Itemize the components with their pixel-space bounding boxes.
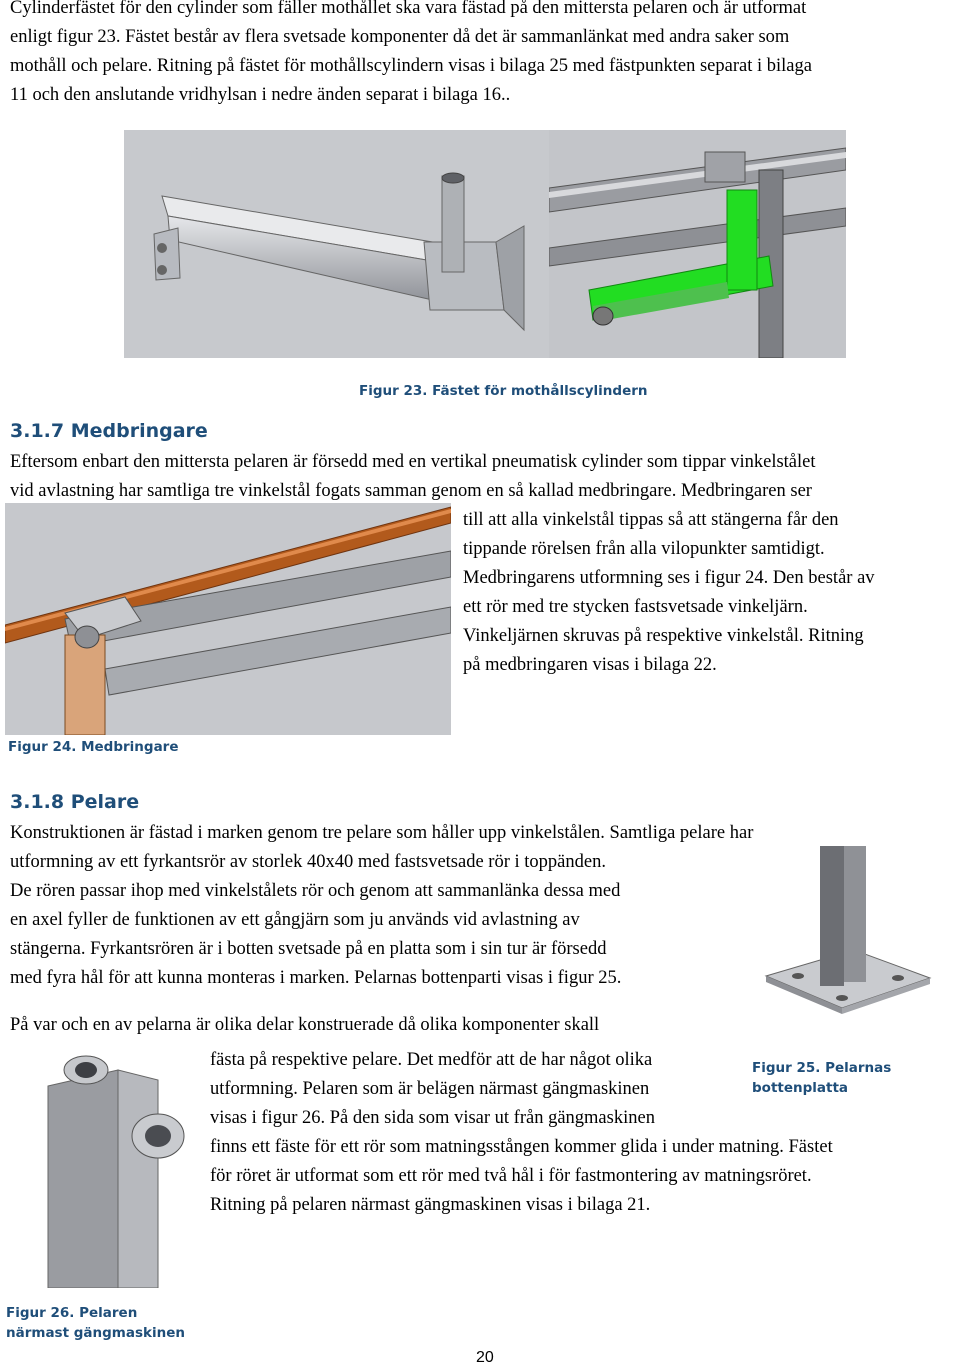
section-3-1-8-fig26-text <box>210 1046 950 1220</box>
intro-line: enligt figur 23. Fästet består av flera svetsade komponenter då det är sammanlänkat med andra saker som <box>10 27 790 47</box>
body-line: fästa på respektive pelare. Det medför att de har något olika <box>210 1050 653 1070</box>
page-number: 20 <box>476 1349 494 1366</box>
body-line: visas i figur 26. På den sida som visar ut från gängmaskinen <box>210 1108 655 1128</box>
body-line: stängerna. Fyrkantsrören är i botten svetsade på en platta som i sin tur är försedd <box>10 939 607 959</box>
body-line: till att alla vinkelstål tippas så att stängerna får den <box>463 510 839 530</box>
body-line: tippande rörelsen från alla vilopunkter samtidigt. <box>463 539 825 559</box>
figure-24-image <box>5 503 451 735</box>
body-line: vid avlastning har samtliga tre vinkelstål fogats samman genom en så kallad medbringare. Medbringaren ser <box>10 481 812 501</box>
body-line: med fyra hål för att kunna monteras i marken. Pelarnas bottenparti visas i figur 25. <box>10 968 622 988</box>
figure-24-caption: Figur 24. Medbringare <box>8 739 179 755</box>
figure-26-caption <box>6 1303 185 1343</box>
body-line: för röret är utformat som ett rör med två hål i för fastmontering av matningsröret. <box>210 1166 812 1186</box>
section-3-1-7-intro-text <box>10 448 955 506</box>
body-line: ett rör med tre stycken fastsvetsade vinkeljärn. <box>463 597 808 617</box>
figure-25-image <box>762 846 932 1040</box>
intro-paragraph <box>10 0 955 110</box>
figure-26-image <box>8 1040 196 1288</box>
body-line: Eftersom enbart den mittersta pelaren är försedd med en vertikal pneumatisk cylinder som tippar vinkelstålet <box>10 452 816 472</box>
figure-25-caption-line: Figur 25. Pelarnas <box>752 1060 892 1076</box>
figure-26-caption-line: närmast gängmaskinen <box>6 1325 185 1341</box>
body-line: Vinkeljärnen skruvas på respektive vinkelstål. Ritning <box>463 626 864 646</box>
body-line: De rören passar ihop med vinkelstålets rör och genom att sammanlänka dessa med <box>10 881 621 901</box>
section-heading-3-1-8: 3.1.8 Pelare <box>10 791 140 813</box>
figure-26-caption-line: Figur 26. Pelaren <box>6 1305 138 1321</box>
intro-line: Cylinderfästet för den cylinder som fäller mothållet ska vara fästad på den mittersta pelaren och är utformat <box>10 0 807 18</box>
body-line: en axel fyller de funktionen av ett gångjärn som ju används vid avlastning av <box>10 910 580 930</box>
body-line: Ritning på pelaren närmast gängmaskinen visas i bilaga 21. <box>210 1195 651 1215</box>
body-line: finns ett fäste för ett rör som matningsstången kommer glida i under matning. Fästet <box>210 1137 833 1157</box>
body-line: Medbringarens utformning ses i figur 24. Den består av <box>463 568 875 588</box>
figure-25-caption-line: bottenplatta <box>752 1080 849 1096</box>
section-heading-3-1-7: 3.1.7 Medbringare <box>10 420 208 442</box>
figure-23-left-image <box>124 130 549 358</box>
body-line: Konstruktionen är fästad i marken genom tre pelare som håller upp vinkelstålen. Samtliga pelare har <box>10 823 754 843</box>
section-3-1-7-wrapped-text <box>463 506 953 680</box>
figure-23-right-image <box>549 130 846 358</box>
figure-23-caption: Figur 23. Fästet för mothållscylindern <box>359 383 648 399</box>
body-line: utformning av ett fyrkantsrör av storlek 40x40 med fastsvetsade rör i toppänden. <box>10 852 606 872</box>
body-line: på medbringaren visas i bilaga 22. <box>463 655 717 675</box>
intro-line: mothåll och pelare. Ritning på fästet för mothållscylindern visas i bilaga 25 med fästpunkten separat i bilaga <box>10 56 812 76</box>
body-line: På var och en av pelarna är olika delar konstruerade då olika komponenter skall <box>10 1015 600 1035</box>
body-line: utformning. Pelaren som är belägen närmast gängmaskinen <box>210 1079 650 1099</box>
intro-line: 11 och den anslutande vridhylsan i nedre änden separat i bilaga 16.. <box>10 85 511 105</box>
